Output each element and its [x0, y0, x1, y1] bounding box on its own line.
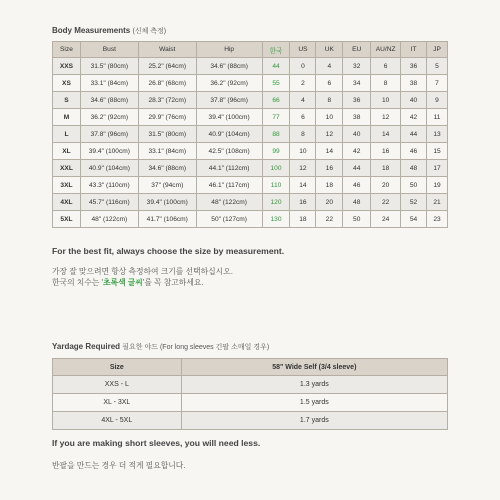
table-cell: 33.1" (84cm) — [80, 75, 138, 92]
table-cell: 48 — [343, 194, 371, 211]
table-cell: 21 — [427, 194, 448, 211]
table-cell: 42 — [401, 109, 427, 126]
table-cell: 50 — [343, 211, 371, 228]
table-cell: 23 — [427, 211, 448, 228]
bm-header-cell: Hip — [196, 42, 262, 58]
yardage-table — [52, 358, 448, 430]
table-cell: 18 — [290, 211, 316, 228]
table-cell: XXS - L — [53, 376, 182, 394]
table-cell: 1.3 yards — [181, 376, 447, 394]
table-row — [53, 376, 448, 394]
table-cell: 6 — [290, 109, 316, 126]
table-cell: 32 — [343, 58, 371, 75]
table-cell: 14 — [290, 177, 316, 194]
table-cell: 36 — [401, 58, 427, 75]
table-cell: 34 — [343, 75, 371, 92]
table-cell: 36.2" (92cm) — [196, 75, 262, 92]
bm-header-cell: Waist — [138, 42, 196, 58]
table-cell: 18 — [371, 160, 401, 177]
table-cell: 54 — [401, 211, 427, 228]
body-measurements-title-kr: (신체 측정) — [132, 28, 167, 35]
table-row — [53, 143, 448, 160]
table-cell: 8 — [316, 92, 343, 109]
table-cell: 110 — [262, 177, 290, 194]
table-cell: 48" (122cm) — [196, 194, 262, 211]
table-cell: 37" (94cm) — [138, 177, 196, 194]
table-cell: 120 — [262, 194, 290, 211]
bm-header-cell: 한국 — [262, 42, 290, 58]
table-cell: 26.8" (68cm) — [138, 75, 196, 92]
table-cell: 18 — [316, 177, 343, 194]
table-cell: 44 — [262, 58, 290, 75]
table-cell: 1.5 yards — [181, 394, 447, 412]
bm-header-cell: JP — [427, 42, 448, 58]
table-cell: 50 — [401, 177, 427, 194]
kr-note-2-green: 초록색 글씨 — [103, 278, 143, 287]
table-cell: 100 — [262, 160, 290, 177]
table-cell: 46.1" (117cm) — [196, 177, 262, 194]
table-row — [53, 412, 448, 430]
table-cell: 43.3" (110cm) — [80, 177, 138, 194]
table-cell: 14 — [316, 143, 343, 160]
bm-header-cell: AU/NZ — [371, 42, 401, 58]
table-cell: 2 — [290, 75, 316, 92]
table-row — [53, 177, 448, 194]
table-cell: 40 — [401, 92, 427, 109]
body-measurements-title — [52, 26, 166, 36]
table-cell: 31.5" (80cm) — [80, 58, 138, 75]
bm-header-cell: EU — [343, 42, 371, 58]
kr-note-2-pre: 한국의 치수는 ' — [52, 278, 104, 287]
table-cell: 34.6" (88cm) — [196, 58, 262, 75]
table-cell: 42.5" (108cm) — [196, 143, 262, 160]
table-cell: 52 — [401, 194, 427, 211]
table-cell: 48" (122cm) — [80, 211, 138, 228]
table-cell: 20 — [371, 177, 401, 194]
table-cell: 12 — [290, 160, 316, 177]
body-measurements-table — [52, 41, 448, 228]
table-cell: 40.9" (104cm) — [80, 160, 138, 177]
table-cell: 37.8" (96cm) — [196, 92, 262, 109]
table-row — [53, 92, 448, 109]
yardage-title-kr: 필요한 야드 (For long sleeves 긴팔 소매일 경우) — [122, 344, 270, 351]
kr-note-2-post: '를 꼭 참고하세요. — [142, 278, 204, 287]
table-cell: XS — [53, 75, 81, 92]
table-cell: 29.9" (76cm) — [138, 109, 196, 126]
table-cell: 20 — [316, 194, 343, 211]
table-cell: 19 — [427, 177, 448, 194]
table-cell: M — [53, 109, 81, 126]
table-cell: 46 — [343, 177, 371, 194]
kr-note-2 — [52, 277, 204, 288]
table-cell: 33.1" (84cm) — [138, 143, 196, 160]
table-cell: 11 — [427, 109, 448, 126]
table-cell: 4XL — [53, 194, 81, 211]
table-cell: 55 — [262, 75, 290, 92]
table-cell: 46 — [401, 143, 427, 160]
table-cell: 9 — [427, 92, 448, 109]
table-cell: 6 — [316, 75, 343, 92]
table-cell: 38 — [343, 109, 371, 126]
table-cell: 7 — [427, 75, 448, 92]
table-cell: 22 — [316, 211, 343, 228]
table-cell: 5XL — [53, 211, 81, 228]
table-cell: 42 — [343, 143, 371, 160]
table-cell: 6 — [371, 58, 401, 75]
table-cell: 39.4" (100cm) — [138, 194, 196, 211]
table-cell: 31.5" (80cm) — [138, 126, 196, 143]
table-cell: 36 — [343, 92, 371, 109]
table-cell: 48 — [401, 160, 427, 177]
table-cell: 0 — [290, 58, 316, 75]
table-cell: 24 — [371, 211, 401, 228]
table-cell: 40 — [343, 126, 371, 143]
table-cell: 37.8" (96cm) — [80, 126, 138, 143]
table-cell: L — [53, 126, 81, 143]
table-cell: 12 — [371, 109, 401, 126]
yardage-title-en: Yardage Required — [52, 342, 121, 351]
table-cell: 130 — [262, 211, 290, 228]
table-cell: 34.6" (88cm) — [80, 92, 138, 109]
table-cell: 8 — [290, 126, 316, 143]
table-cell: 44 — [343, 160, 371, 177]
table-cell: 36.2" (92cm) — [80, 109, 138, 126]
table-cell: 77 — [262, 109, 290, 126]
table-cell: 8 — [371, 75, 401, 92]
table-cell: XL - 3XL — [53, 394, 182, 412]
yd-header-cell: 58" Wide Self (3/4 sleeve) — [181, 359, 447, 376]
table-cell: 4 — [290, 92, 316, 109]
table-cell: 22 — [371, 194, 401, 211]
table-cell: 39.4" (100cm) — [196, 109, 262, 126]
table-cell: XXL — [53, 160, 81, 177]
table-row — [53, 194, 448, 211]
table-cell: 50" (127cm) — [196, 211, 262, 228]
table-header-row — [53, 42, 448, 58]
table-cell: 16 — [316, 160, 343, 177]
table-cell: 14 — [371, 126, 401, 143]
table-cell: 45.7" (116cm) — [80, 194, 138, 211]
table-cell: 16 — [290, 194, 316, 211]
table-cell: 34.6" (88cm) — [138, 160, 196, 177]
table-row — [53, 211, 448, 228]
table-cell: 28.3" (72cm) — [138, 92, 196, 109]
table-row — [53, 160, 448, 177]
table-cell: 5 — [427, 58, 448, 75]
table-cell: 44 — [401, 126, 427, 143]
bm-header-cell: US — [290, 42, 316, 58]
kr-note-1: 가장 잘 맞으려면 항상 측정하여 크기를 선택하십시오. — [52, 267, 233, 276]
table-cell: 88 — [262, 126, 290, 143]
table-cell: 10 — [290, 143, 316, 160]
table-row — [53, 394, 448, 412]
short-sleeve-note-kr: 반팔을 만드는 경우 더 적게 필요합니다. — [52, 461, 186, 470]
table-cell: 39.4" (100cm) — [80, 143, 138, 160]
bm-header-cell: Size — [53, 42, 81, 58]
table-cell: 25.2" (64cm) — [138, 58, 196, 75]
table-cell: 4 — [316, 58, 343, 75]
table-cell: XXS — [53, 58, 81, 75]
yardage-header-row — [53, 359, 448, 376]
short-sleeve-note: If you are making short sleeves, you will need less. — [52, 438, 261, 448]
table-cell: 10 — [371, 92, 401, 109]
table-row — [53, 58, 448, 75]
yd-header-cell: Size — [53, 359, 182, 376]
table-cell: 41.7" (106cm) — [138, 211, 196, 228]
table-cell: 16 — [371, 143, 401, 160]
table-cell: 44.1" (112cm) — [196, 160, 262, 177]
table-cell: 3XL — [53, 177, 81, 194]
fit-note: For the best fit, always choose the size by measurement. — [52, 246, 285, 256]
bm-header-cell: UK — [316, 42, 343, 58]
bm-header-cell: IT — [401, 42, 427, 58]
table-cell: 66 — [262, 92, 290, 109]
table-cell: 99 — [262, 143, 290, 160]
body-measurements-title-en: Body Measurements — [52, 26, 131, 35]
table-row — [53, 109, 448, 126]
table-cell: 17 — [427, 160, 448, 177]
table-cell: 13 — [427, 126, 448, 143]
table-cell: S — [53, 92, 81, 109]
yardage-title — [52, 342, 269, 352]
table-cell: 4XL - 5XL — [53, 412, 182, 430]
table-cell: XL — [53, 143, 81, 160]
table-cell: 1.7 yards — [181, 412, 447, 430]
table-cell: 15 — [427, 143, 448, 160]
table-cell: 10 — [316, 109, 343, 126]
table-cell: 12 — [316, 126, 343, 143]
table-row — [53, 75, 448, 92]
table-row — [53, 126, 448, 143]
table-cell: 38 — [401, 75, 427, 92]
bm-header-cell: Bust — [80, 42, 138, 58]
table-cell: 40.9" (104cm) — [196, 126, 262, 143]
